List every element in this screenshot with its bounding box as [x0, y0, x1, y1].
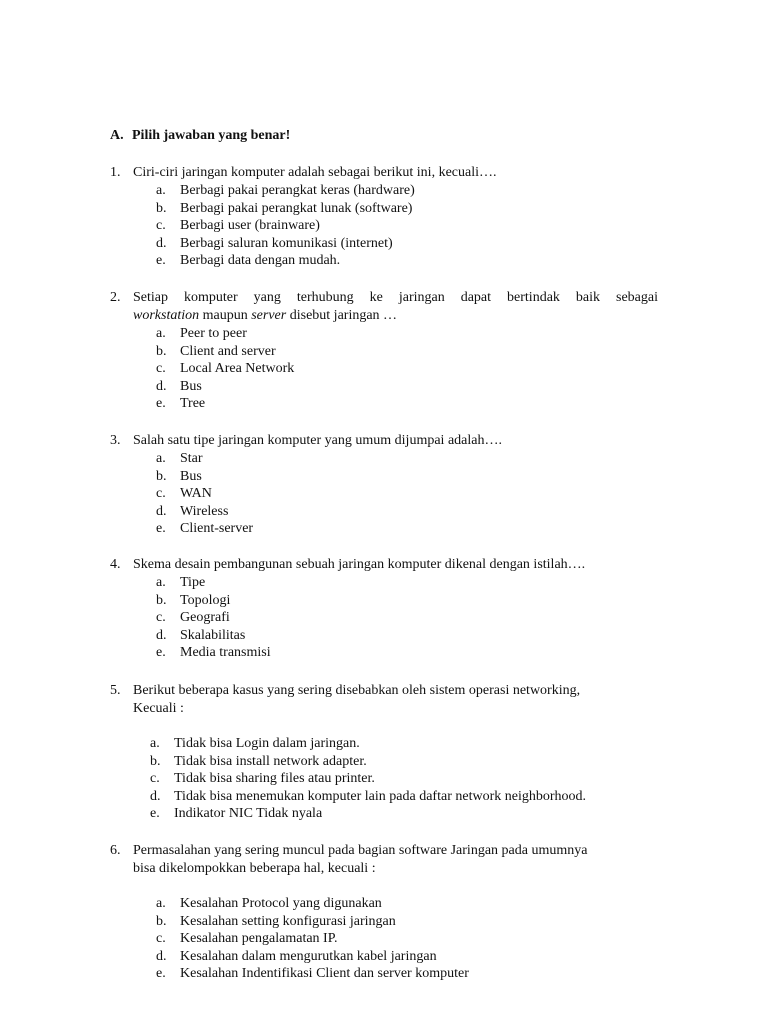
option-e[interactable]: e. Berbagi data dengan mudah.	[156, 253, 341, 269]
question-stem: Skema desain pembangunan sebuah jaringan komputer dikenal dengan istilah….	[133, 557, 586, 572]
option-c[interactable]: c. Geografi	[156, 610, 230, 626]
option-d[interactable]: d. Kesalahan dalam mengurutkan kabel jaringan	[156, 948, 437, 964]
option-e[interactable]: e. Tree	[156, 396, 206, 412]
question-6	[110, 842, 658, 983]
option-a[interactable]: a. Tidak bisa Login dalam jaringan.	[150, 736, 360, 751]
question-5	[110, 682, 658, 823]
question-stem-line-1: Berikut beberapa kasus yang sering disebabkan oleh sistem operasi networking,	[133, 683, 581, 698]
question-2	[110, 289, 658, 413]
option-c[interactable]: c. WAN	[156, 486, 212, 502]
option-d[interactable]: d. Bus	[156, 378, 202, 394]
option-e[interactable]: e. Client-server	[156, 521, 254, 537]
option-b[interactable]: b. Kesalahan setting konfigurasi jaringan	[156, 913, 396, 929]
question-stem-line-1: Permasalahan yang sering muncul pada bagian software Jaringan pada umumnya	[133, 843, 588, 858]
option-a[interactable]: a. Kesalahan Protocol yang digunakan	[156, 896, 382, 911]
option-e[interactable]: e. Media transmisi	[156, 645, 271, 661]
option-c[interactable]: c. Kesalahan pengalamatan IP.	[156, 931, 338, 947]
section-letter: A.	[110, 128, 124, 143]
option-c[interactable]: c. Local Area Network	[156, 361, 295, 377]
question-number: 6.	[110, 843, 121, 858]
option-b[interactable]: b. Tidak bisa install network adapter.	[150, 753, 367, 769]
option-d[interactable]: d. Skalabilitas	[156, 627, 246, 643]
option-a[interactable]: a. Tipe	[156, 575, 206, 590]
option-d[interactable]: d. Wireless	[156, 503, 229, 519]
question-number: 5.	[110, 683, 121, 698]
question-number: 1.	[110, 165, 121, 180]
option-c[interactable]: c. Tidak bisa sharing files atau printer.	[150, 771, 375, 787]
question-number: 2.	[110, 290, 121, 305]
option-c[interactable]: c. Berbagi user (brainware)	[156, 218, 320, 234]
question-number: 4.	[110, 557, 121, 572]
option-b[interactable]: b. Bus	[156, 468, 202, 484]
options-list	[110, 735, 658, 823]
option-b[interactable]: b. Client and server	[156, 343, 276, 359]
question-number: 3.	[110, 433, 121, 448]
question-stem: Salah satu tipe jaringan komputer yang umum dijumpai adalah….	[133, 433, 502, 448]
question-1	[110, 164, 658, 270]
option-a[interactable]: a. Star	[156, 451, 203, 466]
options-list	[110, 182, 658, 270]
option-a[interactable]: a. Peer to peer	[156, 326, 247, 341]
option-a[interactable]: a. Berbagi pakai perangkat keras (hardware)	[156, 183, 415, 198]
options-list	[110, 574, 658, 662]
section-heading	[110, 127, 290, 145]
option-b[interactable]: b. Topologi	[156, 592, 231, 608]
question-stem-line-1: Setiap komputer yang terhubung ke jaringan dapat bertindak baik sebagai	[133, 290, 658, 305]
options-list	[110, 325, 658, 413]
section-title: Pilih jawaban yang benar!	[132, 128, 291, 143]
question-3	[110, 432, 658, 538]
option-b[interactable]: b. Berbagi pakai perangkat lunak (software)	[156, 200, 413, 216]
question-stem-line-2: workstation maupun server disebut jaringan …	[133, 308, 398, 323]
option-e[interactable]: e. Kesalahan Indentifikasi Client dan server komputer	[156, 966, 469, 982]
question-stem-line-2: Kecuali :	[133, 701, 184, 716]
options-list	[110, 895, 658, 983]
option-e[interactable]: e. Indikator NIC Tidak nyala	[150, 806, 323, 822]
option-d[interactable]: d. Berbagi saluran komunikasi (internet)	[156, 235, 393, 251]
question-stem: Ciri-ciri jaringan komputer adalah sebagai berikut ini, kecuali….	[133, 165, 497, 180]
question-stem-line-2: bisa dikelompokkan beberapa hal, kecuali :	[133, 861, 376, 876]
options-list	[110, 450, 658, 538]
question-4	[110, 556, 658, 662]
option-d[interactable]: d. Tidak bisa menemukan komputer lain pada daftar network neighborhood.	[150, 788, 586, 804]
